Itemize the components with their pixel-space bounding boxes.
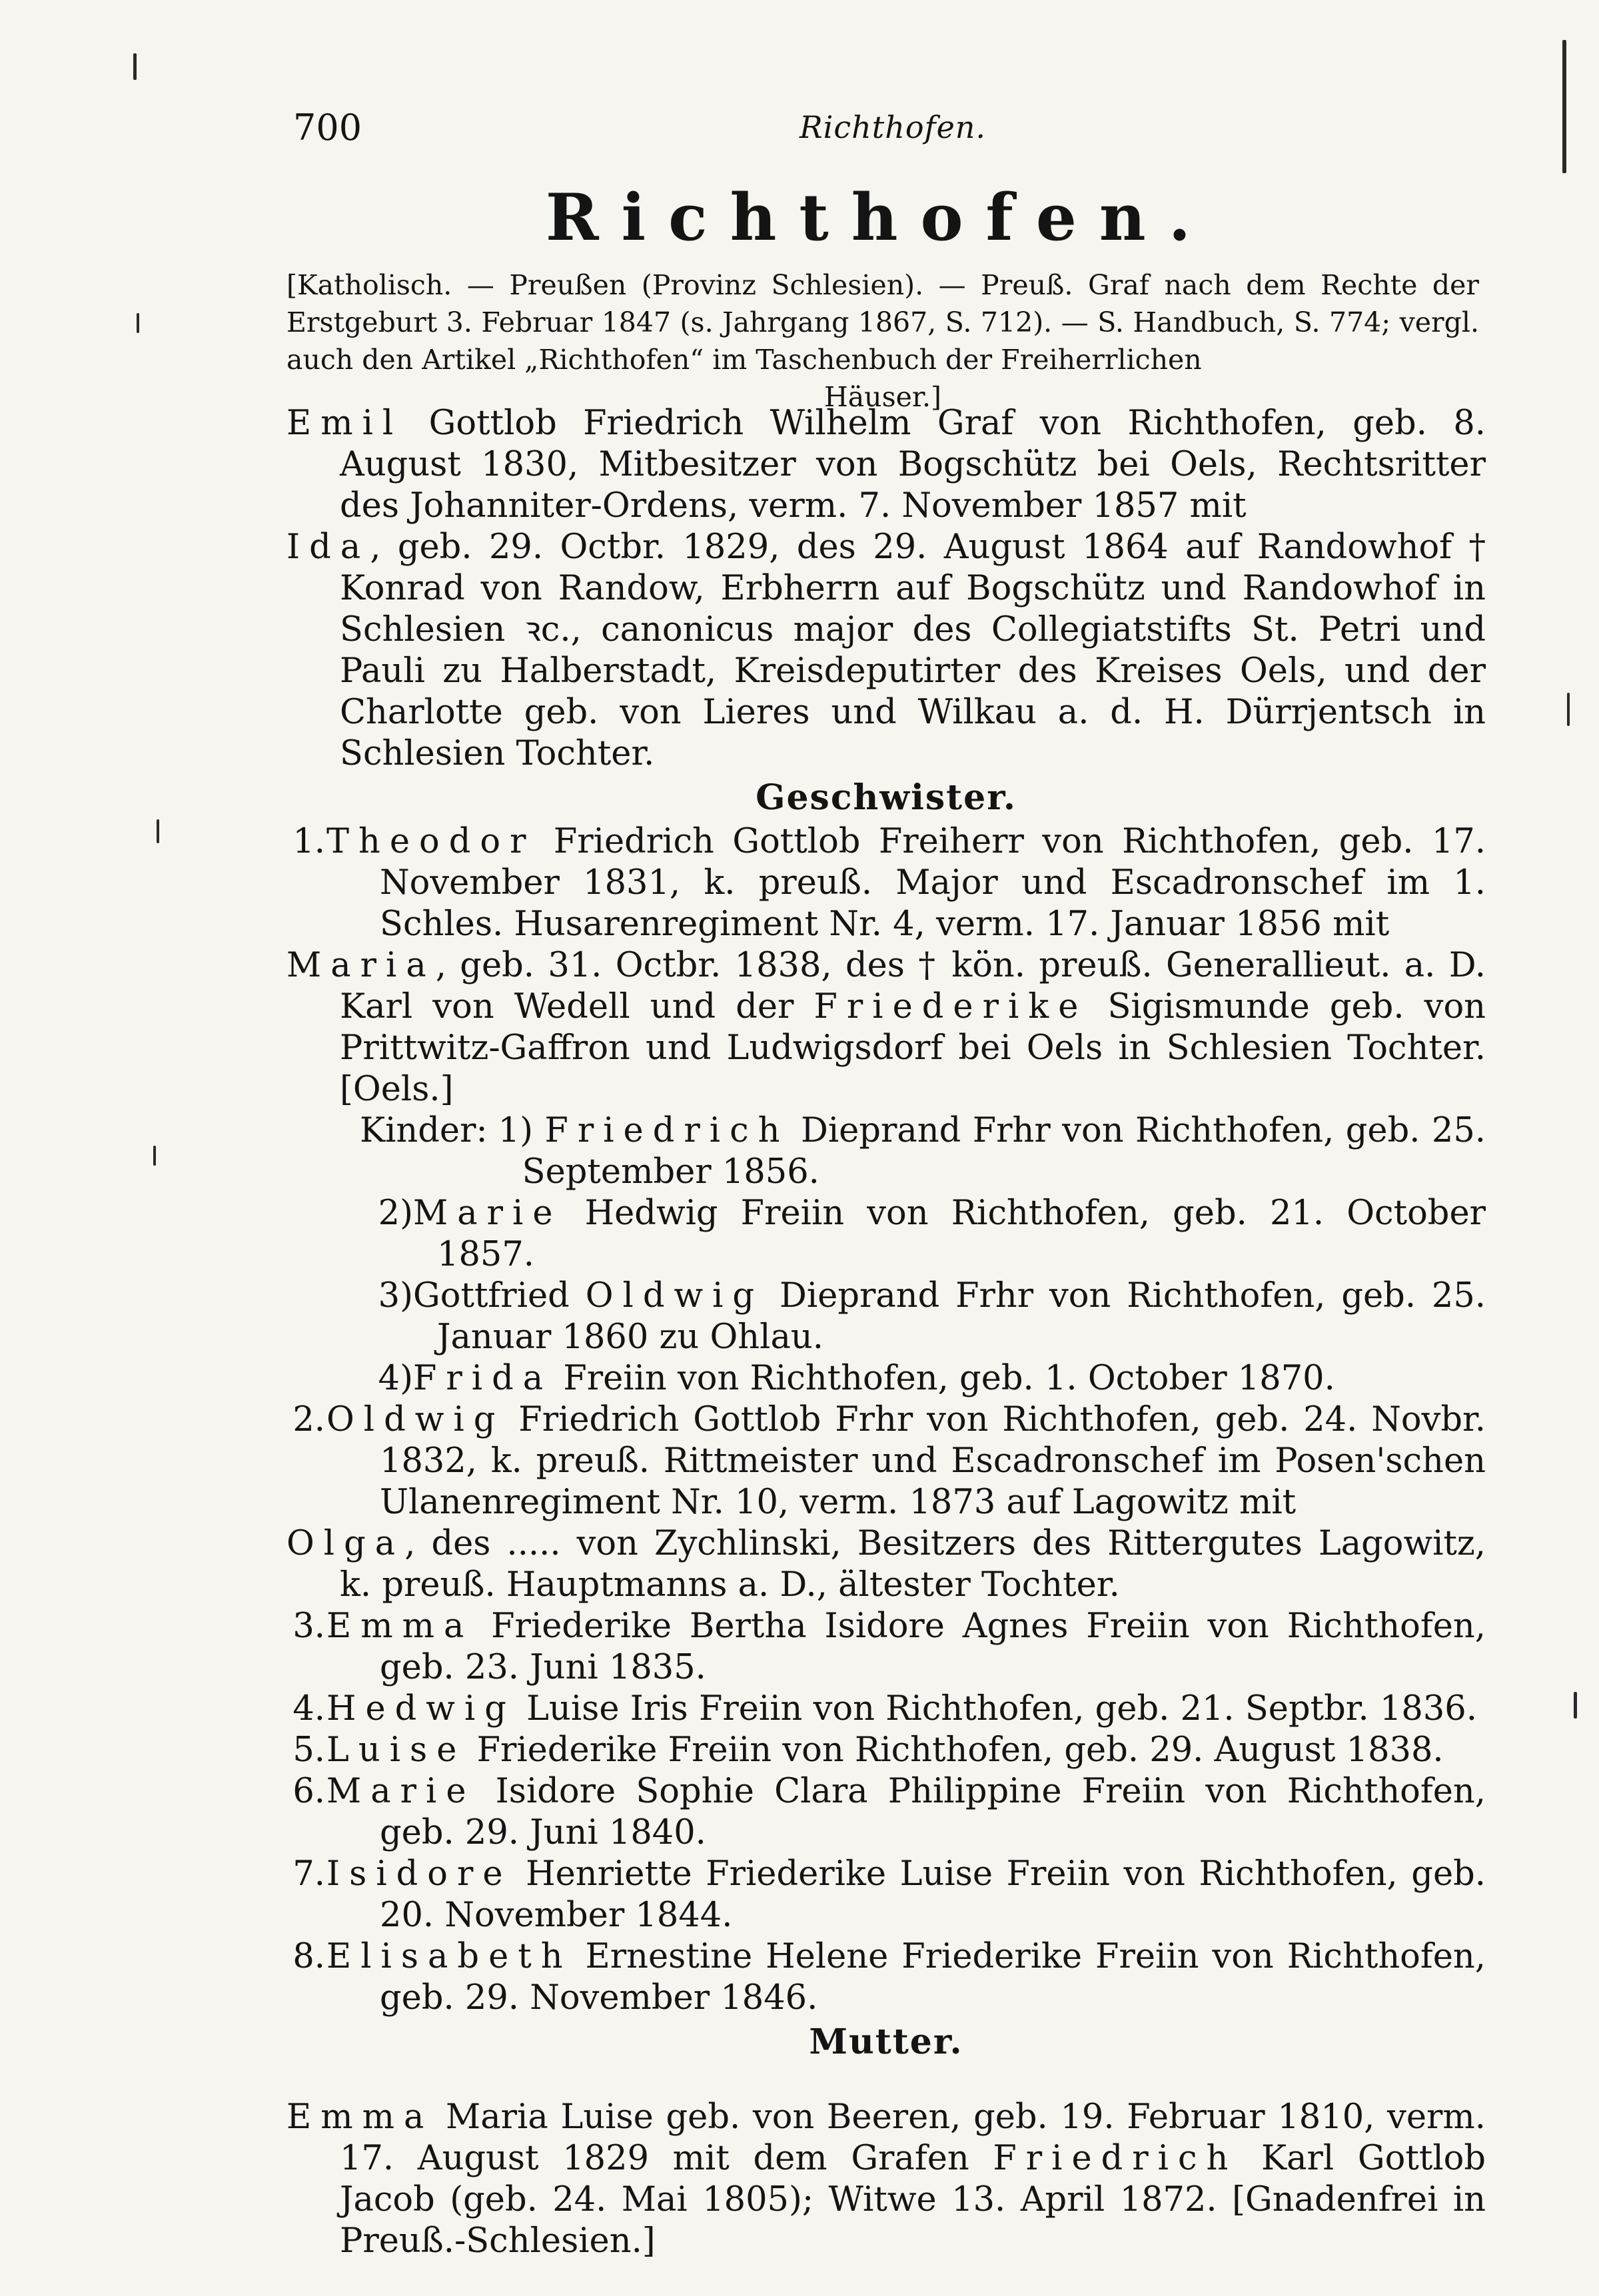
scan-margin-mark bbox=[137, 313, 139, 333]
sibling-entry bbox=[286, 1730, 1486, 1771]
spouse-entry bbox=[286, 945, 1486, 1110]
person-name: Emma bbox=[326, 1607, 474, 1646]
entry-text: Dieprand Frhr von Richthofen, geb. 25. Januar 1860 zu Ohlau. bbox=[437, 1276, 1486, 1357]
sibling-number: 1. bbox=[292, 822, 325, 861]
head-entry bbox=[286, 403, 1486, 527]
entry-text: , des ..... von Zychlinski, Besitzers des Rittergutes Lagowitz, k. preuß. Hauptmanns a. D., ältester Tochter. bbox=[340, 1524, 1486, 1605]
entry-text: Isidore Sophie Clara Philippine Freiin von Richthofen, geb. 29. Juni 1840. bbox=[380, 1772, 1486, 1852]
person-name: Friedrich bbox=[544, 1111, 790, 1150]
page-number: 700 bbox=[293, 107, 362, 149]
running-head: Richthofen. bbox=[800, 109, 987, 145]
sibling-text bbox=[325, 1399, 1486, 1523]
sibling-text bbox=[325, 821, 1486, 945]
child-entry bbox=[360, 1358, 1486, 1399]
sibling-entry bbox=[286, 821, 1486, 945]
entry-text: , geb. 29. Octbr. 1829, des 29. August 1864 auf Randowhof † Konrad von Randow, Erbherrn auf Bogschütz und Randowhof in Schlesien ꝛc., canonicus major des Collegiatstifts St. Petri und Pauli zu Halberstadt, Kreisdeputirter des Kreises Oels, und der Charlotte geb. von Lieres und Wilkau a. d. H. Dürrjentsch in Schlesien Tochter. bbox=[340, 528, 1486, 773]
child-text bbox=[498, 1110, 1486, 1193]
person-name: Marie bbox=[326, 1772, 476, 1811]
child-number: 3) bbox=[378, 1276, 413, 1316]
child-text bbox=[413, 1193, 1486, 1276]
sibling-number: 6. bbox=[292, 1772, 325, 1811]
siblings-heading: Geschwister. bbox=[756, 777, 1017, 818]
sibling-number: 7. bbox=[292, 1854, 325, 1894]
person-name: Hedwig bbox=[326, 1689, 516, 1728]
person-name: Frida bbox=[413, 1359, 553, 1398]
child-entry bbox=[360, 1110, 1486, 1193]
children-list bbox=[286, 1110, 1486, 1399]
entry-text: Maria Luise geb. von Beeren, geb. 19. Februar 1810, verm. 17. August 1829 mit dem Grafen bbox=[340, 2098, 1486, 2178]
scan-margin-mark bbox=[133, 53, 137, 80]
spouse-entry bbox=[286, 1523, 1486, 1606]
entry-text: Freiin von Richthofen, geb. 1. October 1870. bbox=[552, 1359, 1335, 1398]
entry-text: Friedrich Gottlob Frhr von Richthofen, geb. 24. Novbr. 1832, k. preuß. Rittmeister und Escadronschef im Posen'schen Ulanenregiment Nr. 10, verm. 1873 auf Lagowitz mit bbox=[380, 1400, 1486, 1522]
entry-text: Gottlob Friedrich Wilhelm Graf von Richthofen, geb. 8. August 1830, Mitbesitzer von Bogschütz bei Oels, Rechtsritter des Johanniter-Ordens, verm. 7. November 1857 mit bbox=[340, 404, 1486, 526]
entry-text: , geb. 31. Octbr. 1838, des † kön. preuß. Generallieut. a. D. Karl von Wedell und der bbox=[340, 946, 1486, 1026]
page-header bbox=[280, 107, 1479, 153]
intro-last-line: Häuser.] bbox=[823, 381, 942, 413]
entry-text: Luise Iris Freiin von Richthofen, geb. 21. Septbr. 1836. bbox=[515, 1689, 1477, 1728]
sibling-number: 5. bbox=[292, 1730, 325, 1770]
scan-margin-mark bbox=[1567, 693, 1570, 726]
entry-text: Karl Gottlob Jacob (geb. 24. Mai 1805); Witwe 13. April 1872. [Gnadenfrei in Preuß.-Schlesien.] bbox=[340, 2139, 1486, 2261]
sibling-entry bbox=[286, 1689, 1486, 1730]
entry-text: Ernestine Helene Friederike Freiin von Richthofen, geb. 29. November 1846. bbox=[380, 1937, 1486, 2018]
child-entry bbox=[360, 1193, 1486, 1276]
mother-heading: Mutter. bbox=[809, 2022, 963, 2062]
intro-text: [Katholisch. — Preußen (Provinz Schlesien). — Preuß. Graf nach dem Rechte der Erstgeburt 3. Februar 1847 (s. Jahrgang 1867, S. 712). — S. Handbuch, S. 774; vergl. auch den Artikel „Richthofen“ im Taschenbuch der Freiherrlichen bbox=[286, 269, 1479, 376]
sibling-text bbox=[325, 1854, 1486, 1936]
sibling-number: 3. bbox=[292, 1607, 325, 1646]
entry-text: Friedrich Gottlob Freiherr von Richthofen, geb. 17. November 1831, k. preuß. Major und Escadronschef im 1. Schles. Husarenregiment Nr. 4, verm. 17. Januar 1856 mit bbox=[380, 822, 1486, 944]
child-number: 1) bbox=[498, 1111, 534, 1150]
entry-text: Friederike Freiin von Richthofen, geb. 29. August 1838. bbox=[466, 1730, 1444, 1770]
person-name: Oldwig bbox=[585, 1276, 764, 1316]
sibling-entry bbox=[286, 1854, 1486, 1936]
scan-margin-mark bbox=[1562, 40, 1566, 173]
person-name: Maria bbox=[286, 946, 436, 985]
sibling-number: 4. bbox=[292, 1689, 325, 1728]
sibling-text bbox=[325, 1730, 1486, 1771]
sibling-text bbox=[325, 1606, 1486, 1689]
sibling-number: 2. bbox=[292, 1400, 325, 1439]
genealogy-body bbox=[286, 403, 1486, 2296]
child-text bbox=[413, 1276, 1486, 1358]
sibling-text bbox=[325, 1689, 1486, 1730]
scan-margin-mark bbox=[1574, 1692, 1577, 1719]
person-name: Olga bbox=[286, 1524, 405, 1563]
wife-entry bbox=[286, 527, 1486, 775]
page-title: Richthofen. bbox=[545, 180, 1214, 255]
intro-note bbox=[286, 266, 1479, 416]
scan-margin-mark bbox=[153, 1146, 156, 1166]
children-label: Kinder: bbox=[360, 1111, 488, 1150]
entry-text: Gottfried bbox=[413, 1276, 586, 1316]
sibling-entry bbox=[286, 1606, 1486, 1689]
person-name: Friedrich bbox=[993, 2139, 1238, 2178]
person-name: Oldwig bbox=[326, 1400, 505, 1439]
child-text bbox=[413, 1358, 1486, 1399]
person-name: Emil bbox=[286, 404, 403, 443]
scan-margin-mark bbox=[157, 819, 159, 843]
sibling-entry bbox=[286, 1399, 1486, 1523]
person-name: Elisabeth bbox=[326, 1937, 572, 1976]
person-name: Marie bbox=[413, 1194, 562, 1233]
sibling-entry bbox=[286, 1936, 1486, 2019]
person-name: Isidore bbox=[326, 1854, 512, 1894]
sibling-entry bbox=[286, 1771, 1486, 1854]
sibling-text bbox=[325, 1771, 1486, 1854]
sibling-number: 8. bbox=[292, 1937, 325, 1976]
child-number: 2) bbox=[378, 1194, 413, 1233]
person-name: Luise bbox=[326, 1730, 466, 1770]
child-entry bbox=[360, 1276, 1486, 1358]
person-name: Friederike bbox=[813, 987, 1088, 1026]
entry-text: Sigismunde geb. von Prittwitz-Gaffron und Ludwigsdorf bei Oels in Schlesien Tochter. [Oels.] bbox=[340, 987, 1486, 1109]
entry-text: Henriette Friederike Luise Freiin von Richthofen, geb. 20. November 1844. bbox=[380, 1854, 1486, 1935]
sibling-text bbox=[325, 1936, 1486, 2019]
person-name: Emma bbox=[286, 2098, 434, 2137]
child-number: 4) bbox=[378, 1359, 413, 1398]
entry-text: Friederike Bertha Isidore Agnes Freiin von Richthofen, geb. 23. Juni 1835. bbox=[380, 1607, 1486, 1687]
person-name: Theodor bbox=[326, 822, 536, 861]
mother-entry bbox=[286, 2097, 1486, 2262]
person-name: Ida bbox=[286, 528, 370, 567]
entry-text: Hedwig Freiin von Richthofen, geb. 21. October 1857. bbox=[437, 1194, 1486, 1274]
entry-text: Dieprand Frhr von Richthofen, geb. 25. September 1856. bbox=[522, 1111, 1486, 1192]
